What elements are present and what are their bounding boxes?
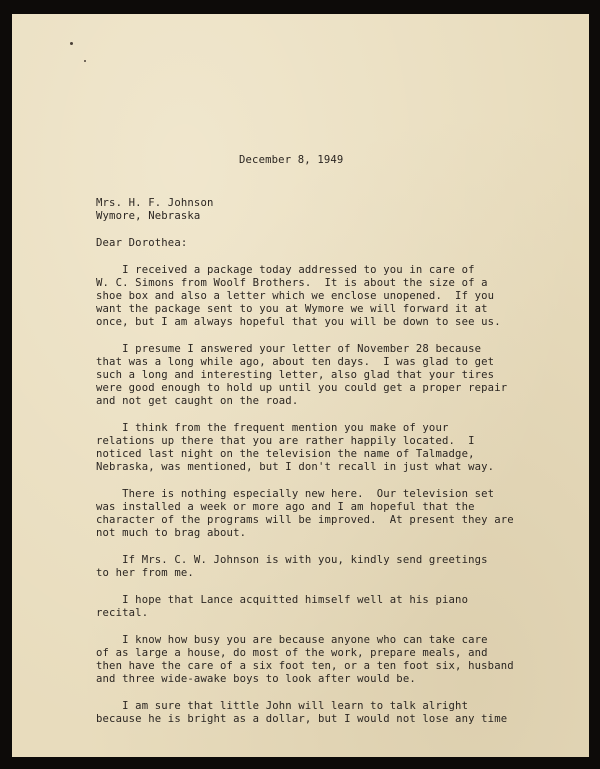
body-line: and three wide-awake boys to look after would be.	[96, 673, 416, 685]
body-line: of as large a house, do most of the work, prepare meals, and	[96, 647, 488, 659]
recipient-name: Mrs. H. F. Johnson	[96, 197, 214, 209]
body-line: shoe box and also a letter which we enclose unopened. If you	[96, 290, 495, 302]
body-line: There is nothing especially new here. Our television set	[96, 488, 495, 500]
salutation: Dear Dorothea:	[96, 237, 188, 249]
body-line: was installed a week or more ago and I am hopeful that the	[96, 501, 475, 513]
body-line: I hope that Lance acquitted himself well at his piano	[96, 594, 469, 606]
body-line: want the package sent to you at Wymore we will forward it at	[96, 303, 488, 315]
body-line: because he is bright as a dollar, but I would not lose any time	[96, 713, 508, 725]
body-line: not much to brag about.	[96, 527, 247, 539]
paper-speck	[84, 60, 86, 62]
body-line: Nebraska, was mentioned, but I don't recall in just what way.	[96, 461, 495, 473]
body-line: were good enough to hold up until you could get a proper repair	[96, 382, 508, 394]
body-line: I am sure that little John will learn to talk alright	[96, 700, 469, 712]
body-line: to her from me.	[96, 567, 194, 579]
body-line: I presume I answered your letter of November 28 because	[96, 343, 482, 355]
body-line: I think from the frequent mention you make of your	[96, 422, 449, 434]
body-line: once, but I am always hopeful that you will be down to see us.	[96, 316, 501, 328]
body-line: I know how busy you are because anyone who can take care	[96, 634, 488, 646]
letter-date: December 8, 1949	[239, 154, 344, 166]
body-line: W. C. Simons from Woolf Brothers. It is about the size of a	[96, 277, 488, 289]
body-line: recital.	[96, 607, 149, 619]
body-line: that was a long while ago, about ten days. I was glad to get	[96, 356, 495, 368]
body-line: such a long and interesting letter, also glad that your tires	[96, 369, 495, 381]
letter-page	[12, 14, 589, 757]
body-line: character of the programs will be improved. At present they are	[96, 514, 514, 526]
recipient-address: Wymore, Nebraska	[96, 210, 201, 222]
body-line: relations up there that you are rather happily located. I	[96, 435, 475, 447]
body-line: I received a package today addressed to you in care of	[96, 264, 475, 276]
body-line: noticed last night on the television the name of Talmadge,	[96, 448, 475, 460]
body-line: and not get caught on the road.	[96, 395, 299, 407]
body-line: then have the care of a six foot ten, or a ten foot six, husband	[96, 660, 514, 672]
body-line: If Mrs. C. W. Johnson is with you, kindly send greetings	[96, 554, 488, 566]
paper-speck	[70, 42, 73, 45]
